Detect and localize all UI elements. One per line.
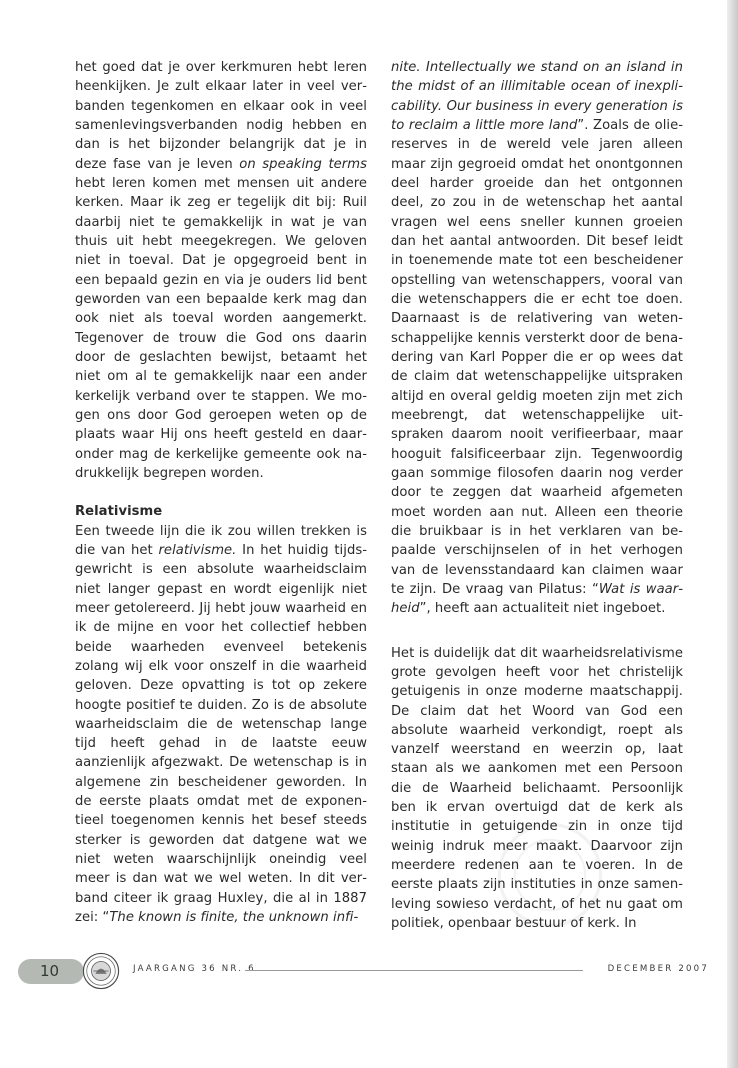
journal-issue: JAARGANG 36 NR. 6 [133, 964, 256, 974]
left-column [75, 58, 367, 927]
footer-rule [245, 970, 583, 971]
page-footer [0, 950, 738, 1010]
issue-date: DECEMBER 2007 [607, 964, 709, 974]
page-number-badge: 10 [18, 959, 84, 984]
paragraph-huxley-quote: nite. Intellectually we stand on an island in the midst of an illimitable ocean of inexplicability. Our business in every generation is to reclaim a little more land”. Zoals de oliereserves in de wereld vele jaren alleen maar zijn gegroeid omdat het onontgonnen deel harder groeide dan het ontgonnen deel, zo zou in de wetenschap het aantal vragen wel eens sneller kunnen groeien dan het aantal antwoorden. Dit besef leidt in toenemende mate tot een bescheidener opstelling van wetenschappers, vooral van die wetenschappers die er echt toe doen. Daarnaast is de relativering van wetenschappelijke kennis versterkt door de benadering van Karl Popper die er op wees dat de claim dat wetenschappelijke uitspraken altijd en overal geldig moeten zijn met zich meebrengt, dat wetenschappelijke uitspraken daarom nooit verifieerbaar, maar hooguit falsificeerbaar zijn. Tegenwoordig gaan sommige filosofen daarin nog verder door te zeggen dat waarheid afgemeten moet worden aan nut. Alleen een theorie die bruikbaar is in het verklaren van bepaalde verschijnselen of in het verhogen van de levensstandaard kan claimen waar te zijn. De vraag van Pilatus: “Wat is waarheid”, heeft aan actualiteit niet ingeboet. [391, 60, 683, 617]
section-heading-relativisme: Relativisme [75, 504, 163, 520]
paragraph-kerkmuren: het goed dat je over kerkmuren hebt leren heenkijken. Je zult elkaar later in veel verbanden tegenkomen en elkaar ook in veel samenlevingsverbanden nodig hebben en dan is het bijzonder belangrijk dat je in deze fase van je leven on speaking terms hebt leren komen met mensen uit andere kerken. Maar ik zeg er tegelijk dit bij: Ruil daarbij niet te gemakkelijk in wat je van thuis uit hebt meegekregen. We geloven niet in toeval. Dat je opgegroeid bent in een bepaald gezin en via je ouders lid bent geworden van een bepaalde kerk mag dan ook niet als toeval worden aangemerkt. Tegenover de trouw die God ons daarin door de geslachten bewijst, betaamt het niet om al te gemakkelijk naar een ander kerkelijk verband over te stappen. We mogen ons door God geroepen weten op de plaats waar Hij ons heeft gesteld en daaronder mag de kerkelijke gemeente ook nadrukkelijk begrepen worden. [75, 60, 367, 481]
paragraph-waarheidsrelativisme: Het is duidelijk dat dit waarheidsrelativisme grote gevolgen heeft voor het christelijk getuigenis in onze moderne maatschappij. De claim dat het Woord van God een absolute waarheid verkondigt, roept als vanzelf weerstand en weerzin op, laat staan als we aankomen met een Persoon die de Waarheid belichaamt. Persoonlijk ben ik ervan overtuigd dat de kerk als institutie in getuigende zin in onze tijd weinig indruk meer maakt. Daarvoor zijn meerdere redenen aan te voeren. In de eerste plaats zijn instituties in onze samenleving sowieso verdacht, of het nu gaat om politiek, openbaar bestuur of kerk. In [391, 645, 683, 932]
seal-emblem-icon [82, 952, 120, 990]
paragraph-relativisme: Een tweede lijn die ik zou willen trekken is die van het relativisme. In het huidig tijdsgewricht is een absolute waarheidsclaim niet langer gepast en wordt eigenlijk niet meer getolereerd. Jij hebt jouw waarheid en ik de mijne en voor het collectief hebben beide waarheden evenveel betekenis zolang wij elk voor onszelf in die waarheid geloven. Deze opvatting is tot op zekere hoogte positief te duiden. Zo is de absolute waarheidsclaim die de wetenschap lange tijd heeft gehad in de laatste eeuw aanzienlijk afgezwakt. De wetenschap is in algemene zin bescheidener geworden. In de eerste plaats omdat met de exponentieel toegenomen kennis het besef steeds sterker is geworden dat datgene wat we niet weten waarschijnlijk oneindig veel meer is dan wat we wel weten. In dit verband citeer ik graag Huxley, die al in 1887 zei: “The known is finite, the unknown infi- [75, 523, 367, 926]
right-column [391, 58, 683, 933]
page-edge-shadow [727, 0, 738, 1068]
